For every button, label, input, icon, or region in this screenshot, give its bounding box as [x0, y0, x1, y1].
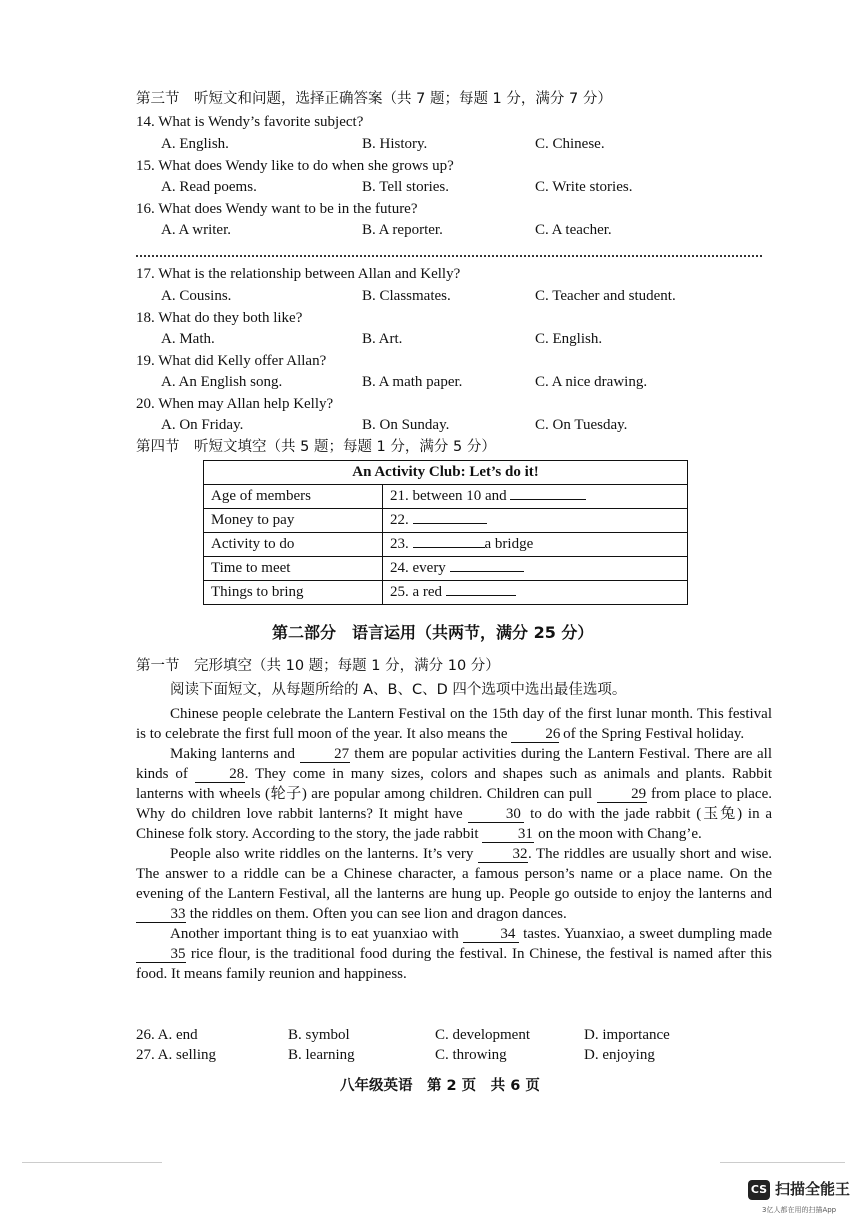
section4-heading: 第四节 听短文填空（共 5 题；每题 1 分，满分 5 分） [136, 439, 496, 455]
question-text: 20. When may Allan help Kelly? [136, 396, 334, 412]
question-text: 16. What does Wendy want to be in the future? [136, 201, 418, 217]
watermark-tagline: 3亿人都在用的扫描App [762, 1206, 837, 1214]
blank-27: 27 [300, 746, 350, 763]
camscanner-logo-icon: CS [748, 1180, 770, 1200]
row-label: Age of members [204, 485, 383, 509]
cloze-instruction: 阅读下面短文，从每题所给的 A、B、C、D 四个选项中选出最佳选项。 [170, 682, 627, 698]
table-title: An Activity Club: Let’s do it! [204, 461, 688, 485]
text-segment: Making lanterns and [170, 746, 300, 762]
blank-33: 33 [136, 906, 186, 923]
table-row [204, 581, 688, 605]
row-value [383, 533, 688, 557]
paragraph-4 [136, 924, 772, 984]
text-segment: from place to place. Why do children love rabbit lanterns? It might have [136, 786, 772, 822]
option-c: C. development [435, 1027, 530, 1043]
row-prefix: 24. every [390, 560, 446, 576]
row-label: Things to bring [204, 581, 383, 605]
row-prefix: 22. [390, 512, 409, 528]
option-d: D. enjoying [584, 1047, 655, 1063]
question-text: 19. What did Kelly offer Allan? [136, 353, 327, 369]
option-b: B. Art. [362, 331, 403, 347]
option-b: B. symbol [288, 1027, 350, 1043]
blank-32: 32 [478, 846, 528, 863]
blank-28: 28 [195, 766, 245, 783]
blank-35: 35 [136, 946, 186, 963]
option-b: B. A reporter. [362, 222, 443, 238]
answer-blank[interactable] [510, 499, 586, 500]
dotted-separator [136, 255, 762, 257]
row-prefix: 23. [390, 536, 409, 552]
paragraph-2 [136, 744, 772, 844]
option-b: B. Tell stories. [362, 179, 450, 195]
text-segment: the riddles on them. Often you can see lion and dragon dances. [186, 906, 567, 922]
row-value [383, 509, 688, 533]
question-text: 17. What is the relationship between Allan and Kelly? [136, 266, 461, 282]
cloze-heading: 第一节 完形填空（共 10 题；每题 1 分，满分 10 分） [136, 658, 500, 674]
part2-heading: 第二部分 语言运用（共两节，满分 25 分） [272, 623, 594, 642]
cloze-passage [136, 704, 772, 984]
option-b: B. History. [362, 136, 428, 152]
text-segment: . They come in many sizes, colors and shapes such as animals and plants. Rabbit lanterns with wheels (轮子) are popular among children. Children can pull [136, 766, 772, 802]
table-row [204, 533, 688, 557]
row-suffix: a bridge [484, 536, 534, 552]
bottom-divider-right [720, 1162, 845, 1163]
option-c: C. A nice drawing. [535, 374, 648, 390]
option-c: C. Chinese. [535, 136, 605, 152]
answer-blank[interactable] [450, 571, 524, 572]
option-a: A. On Friday. [161, 417, 244, 433]
text-segment: to do with the jade rabbit (玉兔) in a Chinese folk story. According to the story, the jade rabbit [136, 806, 772, 842]
question-text: 15. What does Wendy like to do when she grows up? [136, 158, 454, 174]
option-c: C. On Tuesday. [535, 417, 628, 433]
option-a: A. Cousins. [161, 288, 232, 304]
page-footer: 八年级英语 第 2 页 共 6 页 [340, 1078, 540, 1094]
option-b: B. learning [288, 1047, 355, 1063]
blank-34: 34 [463, 926, 519, 943]
paragraph-1 [136, 704, 772, 744]
row-prefix: 21. between 10 and [390, 488, 507, 504]
option-b: B. A math paper. [362, 374, 463, 390]
question-text: 14. What is Wendy’s favorite subject? [136, 114, 364, 130]
option-d: D. importance [584, 1027, 670, 1043]
table-row [204, 509, 688, 533]
paragraph-3 [136, 844, 772, 924]
option-b: B. On Sunday. [362, 417, 450, 433]
option-c: C. English. [535, 331, 603, 347]
text-segment: rice flour, is the traditional food during the festival. In Chinese, the festival is named after this food. It means family reunion and happiness. [136, 946, 772, 982]
watermark-name: 扫描全能王 [775, 1180, 851, 1198]
bottom-divider-left [22, 1162, 162, 1163]
answer-blank[interactable] [446, 595, 516, 596]
row-prefix: 25. a red [390, 584, 443, 600]
answer-blank[interactable] [413, 547, 485, 548]
section3-heading: 第三节 听短文和问题，选择正确答案（共 7 题；每题 1 分，满分 7 分） [136, 91, 612, 107]
option-a: A. English. [161, 136, 229, 152]
option-a: 27. A. selling [136, 1047, 217, 1063]
row-value [383, 557, 688, 581]
table-row [204, 557, 688, 581]
option-a: A. Math. [161, 331, 215, 347]
blank-31: 31 [482, 826, 534, 843]
option-a: 26. A. end [136, 1027, 198, 1043]
option-c: C. throwing [435, 1047, 507, 1063]
blank-26: 26 [511, 726, 559, 743]
row-label: Activity to do [204, 533, 383, 557]
option-c: C. A teacher. [535, 222, 612, 238]
text-segment: tastes. Yuanxiao, a sweet dumpling made [518, 926, 772, 942]
blank-30: 30 [468, 806, 524, 823]
option-c: C. Write stories. [535, 179, 633, 195]
activity-club-table [203, 460, 688, 605]
row-label: Time to meet [204, 557, 383, 581]
option-b: B. Classmates. [362, 288, 451, 304]
text-segment: on the moon with Chang’e. [534, 826, 702, 842]
row-label: Money to pay [204, 509, 383, 533]
option-a: A. An English song. [161, 374, 283, 390]
row-value [383, 485, 688, 509]
option-c: C. Teacher and student. [535, 288, 676, 304]
question-text: 18. What do they both like? [136, 310, 303, 326]
option-a: A. A writer. [161, 222, 231, 238]
text-segment: of the Spring Festival holiday. [559, 726, 745, 742]
blank-29: 29 [597, 786, 647, 803]
text-segment: . The riddles are usually short and wise. The answer to a riddle can be a Chinese character, a famous person’s name or a place name. On the evening of the Lantern Festival, all the lanterns are hung up. People go outside to enjoy the lanterns and [136, 846, 772, 902]
text-segment: them are popular activities during the Lantern Festival. There are all kinds of [136, 746, 772, 782]
text-segment: Chinese people celebrate the Lantern Festival on the 15th day of the first lunar month. This festival is to celebrate the first full moon of the year. It also means the [136, 706, 772, 742]
answer-blank[interactable] [413, 523, 487, 524]
text-segment: People also write riddles on the lanterns. It’s very [170, 846, 478, 862]
row-value [383, 581, 688, 605]
text-segment: Another important thing is to eat yuanxiao with [170, 926, 463, 942]
option-a: A. Read poems. [161, 179, 257, 195]
table-row [204, 485, 688, 509]
